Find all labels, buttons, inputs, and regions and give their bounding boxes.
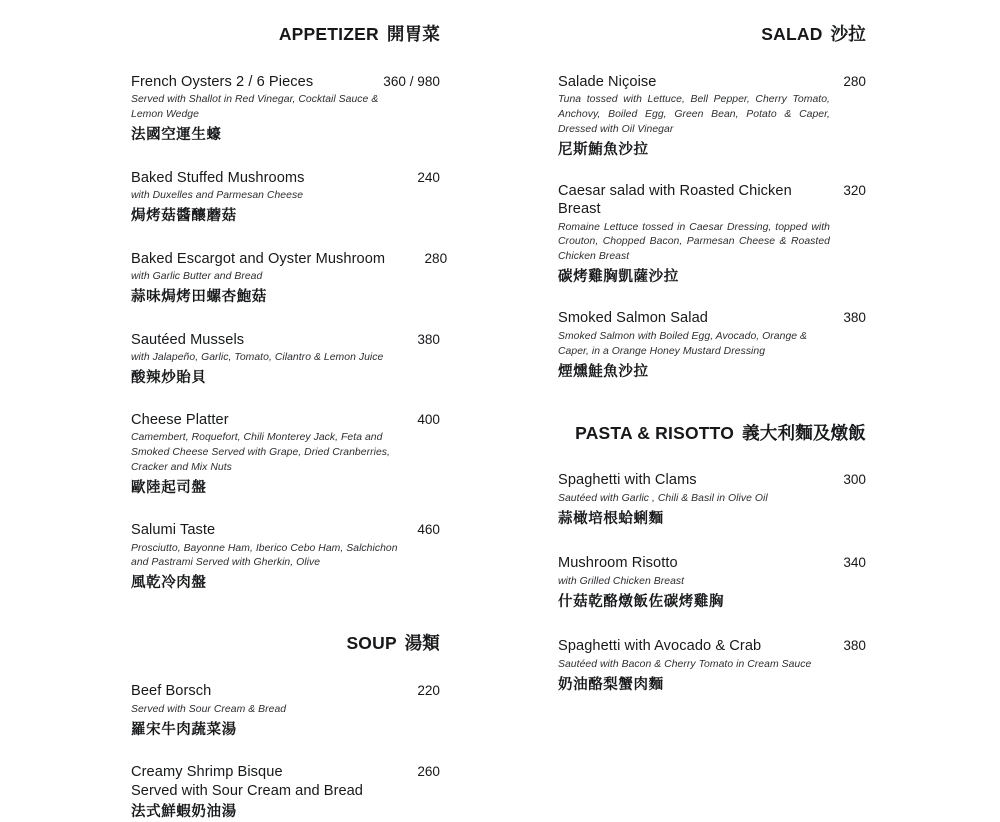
menu-item-name-cjk: 酸辣炒貽貝 (131, 370, 207, 387)
menu-item-price: 340 (843, 555, 866, 571)
menu-item-name: Spaghetti with Clams (558, 472, 697, 489)
menu-item-name: Beef Borsch (131, 683, 212, 700)
menu-item[interactable] (558, 182, 866, 287)
menu-item-price: 260 (417, 764, 440, 780)
menu-item[interactable] (558, 73, 866, 160)
section-heading-en: APPETIZER (278, 24, 379, 44)
menu-item-name: Creamy Shrimp Bisque (131, 764, 283, 781)
section-heading-cjk: 開胃菜 (386, 24, 440, 44)
menu-item[interactable] (131, 169, 440, 226)
menu-item[interactable] (558, 309, 866, 381)
menu-item-description: Served with Sour Cream & Bread (131, 703, 287, 715)
menu-item-description: Sautéed with Garlic , Chili & Basil in Olive Oil (558, 492, 768, 504)
menu-item-price: 380 (843, 638, 866, 654)
menu-item-price: 400 (417, 412, 440, 428)
menu-item-price: 380 (417, 332, 440, 348)
menu-item-price: 380 (843, 310, 866, 326)
section-heading-en: SOUP (346, 633, 397, 654)
section-heading-cjk: 沙拉 (830, 24, 866, 44)
menu-item-head (558, 637, 866, 655)
menu-item-head (131, 521, 440, 539)
menu-item-head (131, 331, 440, 349)
menu-item-name: Baked Escargot and Oyster Mushroom (131, 251, 386, 268)
menu-item-name-cjk: 歐陸起司盤 (131, 480, 207, 497)
menu-item-description: Romaine Lettuce tossed in Caesar Dressing, topped with Crouton, Chopped Bacon, Parmesan Cheese & Roasted Chicken Breast (558, 221, 830, 263)
section-heading-cjk: 義大利麵及燉飯 (742, 423, 866, 444)
section-heading-salad (558, 24, 866, 45)
menu-item-head (558, 73, 866, 91)
menu-item-name-cjk: 蒜味焗烤田螺杏鮑菇 (131, 289, 267, 306)
menu-item-name: Smoked Salmon Salad (558, 310, 708, 327)
section-heading-en: SALAD (761, 24, 823, 44)
menu-item-head (131, 763, 440, 781)
section-salad (558, 24, 866, 381)
menu-item-head (131, 73, 440, 91)
menu-item-price: 240 (417, 170, 440, 186)
menu-item-description: Prosciutto, Bayonne Ham, Iberico Cebo Ham, Salchichon and Pastrami Served with Gherkin, Olive (131, 542, 398, 569)
menu-item-price: 360 / 980 (383, 74, 440, 89)
menu-item-head (558, 471, 866, 489)
section-heading-en: PASTA & RISOTTO (575, 423, 735, 444)
menu-item-name-cjk: 尼斯鮪魚沙拉 (558, 142, 649, 159)
menu-item-name: Spaghetti with Avocado & Crab (558, 638, 762, 655)
menu-item-name: Baked Stuffed Mushrooms (131, 170, 305, 187)
section-heading-cjk: 湯類 (404, 633, 440, 654)
menu-item[interactable] (131, 763, 440, 821)
menu-item-price: 280 (424, 251, 448, 267)
menu-item-name: Salumi Taste (131, 522, 216, 539)
menu-item-name: Cheese Platter (131, 412, 229, 429)
menu-item-description: with Jalapeño, Garlic, Tomato, Cilantro & Lemon Juice (131, 352, 384, 364)
menu-item-head (558, 309, 866, 327)
menu-column-left (0, 0, 500, 820)
menu-item-head (131, 682, 440, 700)
menu-item-name-cjk: 法式鮮蝦奶油湯 (131, 803, 237, 820)
menu-item-price: 280 (843, 74, 866, 89)
menu-item-name-cjk: 煙燻鮭魚沙拉 (558, 363, 649, 380)
menu-item[interactable] (131, 682, 440, 739)
menu-item-name: Sautéed Mussels (131, 332, 245, 349)
menu-item[interactable] (131, 331, 440, 388)
menu-item-description: Tuna tossed with Lettuce, Bell Pepper, Cherry Tomato, Anchovy, Boiled Egg, Green Bean, Potato & Caper, Dressed with Oil Vinegar (558, 94, 830, 136)
menu-item-name-cjk: 奶油酪梨蟹肉麵 (558, 676, 664, 693)
menu-item-description: Sautéed with Bacon & Cherry Tomato in Cream Sauce (558, 658, 812, 670)
menu-item-name-cjk: 羅宋牛肉蔬菜湯 (131, 721, 237, 738)
menu-item-description: Smoked Salmon with Boiled Egg, Avocado, Orange & Caper, in a Orange Honey Mustard Dressing (558, 330, 808, 357)
menu-item-head (131, 169, 440, 187)
menu-item-name: Salade Niçoise (558, 74, 657, 90)
section-heading-soup (131, 633, 440, 654)
section-heading-appetizer (131, 24, 440, 45)
menu-item[interactable] (131, 73, 440, 145)
menu-item-name-cjk: 蒜橄培根蛤蜊麵 (558, 510, 664, 527)
menu-item-name-cjk: 什菇乾酪燉飯佐碳烤雞胸 (558, 593, 725, 610)
menu-item-name-cjk: 焗烤菇醬釀蘑菇 (131, 208, 237, 225)
menu-item-name: Mushroom Risotto (558, 555, 678, 572)
menu-item-head (131, 411, 440, 429)
menu-item-description: with Duxelles and Parmesan Cheese (131, 190, 304, 202)
section-pasta-risotto (558, 423, 866, 694)
menu-item-price: 300 (843, 472, 866, 488)
menu-item-name-cjk: 風乾冷肉盤 (131, 575, 207, 592)
menu-item-description: Camembert, Roquefort, Chili Monterey Jack, Feta and Smoked Cheese Served with Grape, Dried Cranberries, Cracker and Mix Nuts (131, 432, 390, 474)
menu-item-name-cjk: 法國空運生蠔 (131, 127, 222, 144)
menu-item-price: 320 (843, 183, 866, 199)
menu-item[interactable] (558, 471, 866, 528)
menu-item-price: 460 (417, 522, 440, 538)
menu-item-name-cjk: 碳烤雞胸凱薩沙拉 (558, 269, 679, 286)
menu-item-description: Served with Shallot in Red Vinegar, Cocktail Sauce & Lemon Wedge (131, 94, 379, 121)
menu-item[interactable] (558, 554, 866, 611)
menu-item[interactable] (131, 521, 440, 593)
menu-item-description: Served with Sour Cream and Bread (131, 782, 363, 799)
menu-item-name: French Oysters 2 / 6 Pieces (131, 74, 314, 90)
section-heading-pasta-risotto (558, 423, 866, 444)
menu-item-description: with Grilled Chicken Breast (558, 575, 685, 587)
menu-item-head (558, 554, 866, 572)
menu-item[interactable] (131, 411, 440, 498)
menu-item-description: with Garlic Butter and Bread (131, 271, 263, 283)
section-soup (131, 633, 440, 821)
menu-item-head (131, 250, 448, 268)
section-appetizer (131, 24, 448, 593)
menu-item-name: Caesar salad with Roasted Chicken Breast (558, 183, 792, 218)
menu-item[interactable] (131, 250, 448, 307)
menu-item[interactable] (558, 637, 866, 694)
menu-item-head (558, 182, 866, 218)
menu-item-price: 220 (417, 683, 440, 699)
menu-column-right (500, 0, 1000, 794)
